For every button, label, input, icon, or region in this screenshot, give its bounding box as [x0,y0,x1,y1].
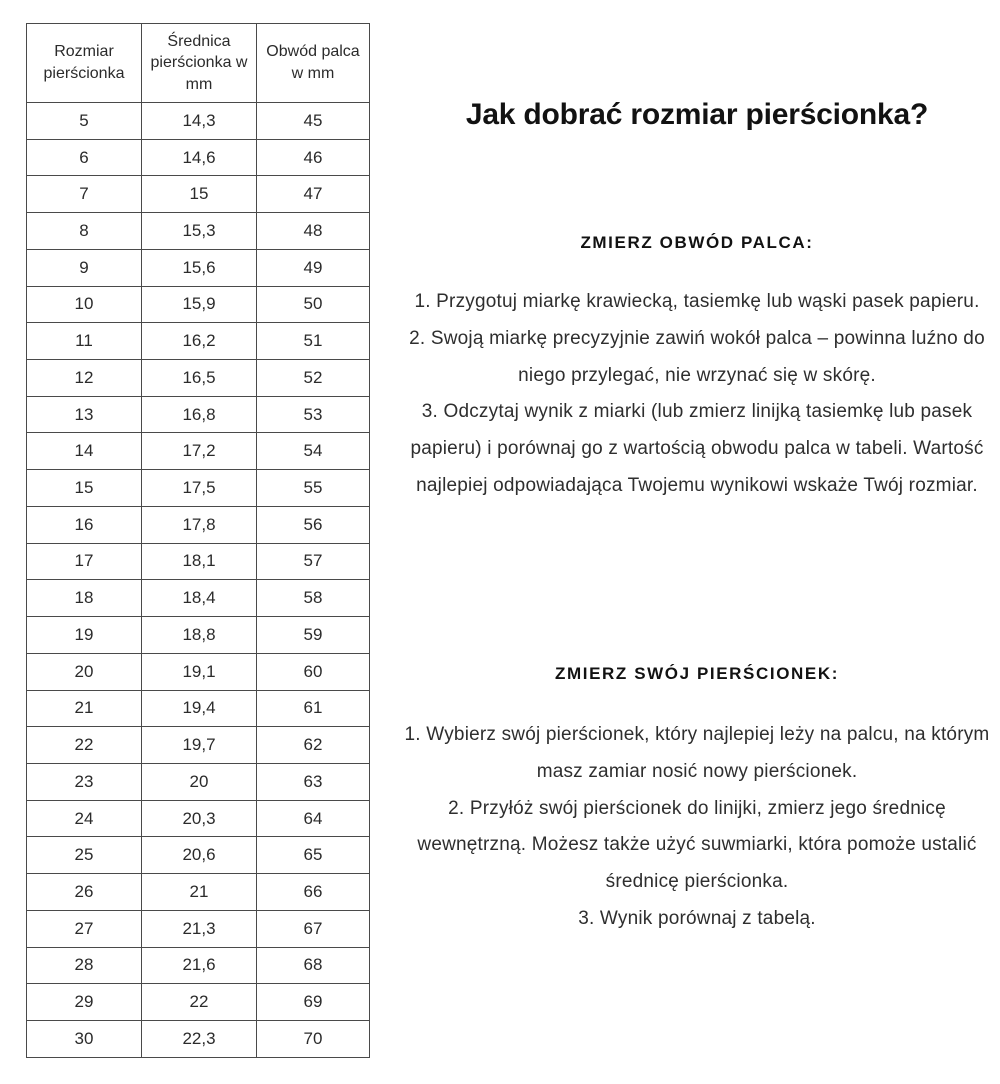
table-cell: 64 [257,800,370,837]
table-cell: 62 [257,727,370,764]
table-row [27,984,370,1021]
table-cell: 22 [142,984,257,1021]
table-row [27,323,370,360]
table-cell: 20 [27,653,142,690]
table-cell: 15 [142,176,257,213]
table-cell: 22,3 [142,1020,257,1057]
table-cell: 17,2 [142,433,257,470]
instruction-step: 1. Wybierz swój pierścionek, który najlepiej leży na palcu, na którym masz zamiar nosić nowy pierścionek. [404,724,990,782]
table-cell: 60 [257,653,370,690]
table-cell: 70 [257,1020,370,1057]
table-row [27,947,370,984]
table-cell: 11 [27,323,142,360]
table-cell: 16,5 [142,360,257,397]
table-cell: 54 [257,433,370,470]
table-cell: 17,8 [142,506,257,543]
table-cell: 15,3 [142,213,257,250]
size-table-body [27,103,370,1058]
table-cell: 66 [257,874,370,911]
table-cell: 50 [257,286,370,323]
table-row [27,1020,370,1057]
table-cell: 12 [27,360,142,397]
table-cell: 16,2 [142,323,257,360]
table-cell: 10 [27,286,142,323]
table-cell: 48 [257,213,370,250]
table-header-row [27,24,370,103]
table-row [27,506,370,543]
table-cell: 65 [257,837,370,874]
table-cell: 21 [142,874,257,911]
table-cell: 61 [257,690,370,727]
table-cell: 25 [27,837,142,874]
table-cell: 21,6 [142,947,257,984]
table-cell: 14 [27,433,142,470]
table-cell: 23 [27,763,142,800]
instruction-step: 2. Swoją miarkę precyzyjnie zawiń wokół palca – powinna luźno do niego przylegać, nie wrzynać się w skórę. [409,327,985,386]
table-cell: 18,4 [142,580,257,617]
table-row [27,617,370,654]
steps-measure-finger [402,284,992,505]
table-cell: 28 [27,947,142,984]
table-row [27,470,370,507]
table-cell: 45 [257,103,370,140]
table-cell: 19,7 [142,727,257,764]
table-row [27,727,370,764]
table-cell: 19,1 [142,653,257,690]
table-row [27,763,370,800]
table-cell: 55 [257,470,370,507]
table-cell: 26 [27,874,142,911]
page-title: Jak dobrać rozmiar pierścionka? [465,98,929,131]
table-cell: 5 [27,103,142,140]
column-header-ring-size: Rozmiar pierścionka [27,24,142,103]
table-cell: 51 [257,323,370,360]
table-cell: 19,4 [142,690,257,727]
table-cell: 16,8 [142,396,257,433]
table-cell: 18,8 [142,617,257,654]
table-cell: 58 [257,580,370,617]
guide-column [402,0,992,1084]
table-cell: 9 [27,249,142,286]
column-header-ring-diameter: Średnica pierścionka w mm [142,24,257,103]
table-cell: 20 [142,763,257,800]
table-row [27,433,370,470]
table-cell: 15,9 [142,286,257,323]
table-row [27,139,370,176]
table-cell: 16 [27,506,142,543]
instruction-step: 3. Wynik porównaj z tabelą. [578,907,816,929]
table-cell: 17 [27,543,142,580]
table-row [27,543,370,580]
table-cell: 46 [257,139,370,176]
table-cell: 14,3 [142,103,257,140]
instruction-step: 1. Przygotuj miarkę krawiecką, tasiemkę lub wąski pasek papieru. [414,291,980,312]
table-cell: 6 [27,139,142,176]
table-row [27,800,370,837]
table-cell: 20,3 [142,800,257,837]
table-row [27,360,370,397]
table-row [27,874,370,911]
table-cell: 15 [27,470,142,507]
column-header-finger-circumference: Obwód palca w mm [257,24,370,103]
table-cell: 21,3 [142,910,257,947]
table-cell: 8 [27,213,142,250]
table-cell: 49 [257,249,370,286]
table-cell: 21 [27,690,142,727]
table-row [27,837,370,874]
instruction-step: 2. Przyłóż swój pierścionek do linijki, zmierz jego średnicę wewnętrzną. Możesz także użyć suwmiarki, która pomoże ustalić średnicę pierścionka. [417,797,977,893]
table-cell: 13 [27,396,142,433]
table-cell: 17,5 [142,470,257,507]
section-heading-measure-ring: ZMIERZ SWÓJ PIERŚCIONEK: [555,664,839,683]
table-cell: 63 [257,763,370,800]
table-cell: 18 [27,580,142,617]
table-row [27,286,370,323]
table-cell: 20,6 [142,837,257,874]
table-cell: 14,6 [142,139,257,176]
instruction-step: 3. Odczytaj wynik z miarki (lub zmierz linijką tasiemkę lub pasek papieru) i porównaj go z wartością obwodu palca w tabeli. Wartość najlepiej odpowiadająca Twojemu wynikowi wskaże Twój rozmiar. [410,401,984,496]
table-row [27,690,370,727]
table-cell: 7 [27,176,142,213]
steps-measure-ring [402,717,992,938]
table-cell: 19 [27,617,142,654]
table-cell: 67 [257,910,370,947]
table-row [27,396,370,433]
table-cell: 68 [257,947,370,984]
table-cell: 47 [257,176,370,213]
table-cell: 59 [257,617,370,654]
table-row [27,653,370,690]
table-cell: 18,1 [142,543,257,580]
table-cell: 53 [257,396,370,433]
table-cell: 69 [257,984,370,1021]
table-cell: 15,6 [142,249,257,286]
table-row [27,213,370,250]
table-cell: 57 [257,543,370,580]
ring-size-table [26,23,370,1058]
table-row [27,176,370,213]
table-row [27,910,370,947]
table-cell: 29 [27,984,142,1021]
table-row [27,580,370,617]
table-cell: 22 [27,727,142,764]
section-heading-measure-finger: ZMIERZ OBWÓD PALCA: [580,233,814,252]
table-cell: 30 [27,1020,142,1057]
table-cell: 52 [257,360,370,397]
table-cell: 56 [257,506,370,543]
table-row [27,103,370,140]
table-row [27,249,370,286]
table-cell: 27 [27,910,142,947]
table-cell: 24 [27,800,142,837]
